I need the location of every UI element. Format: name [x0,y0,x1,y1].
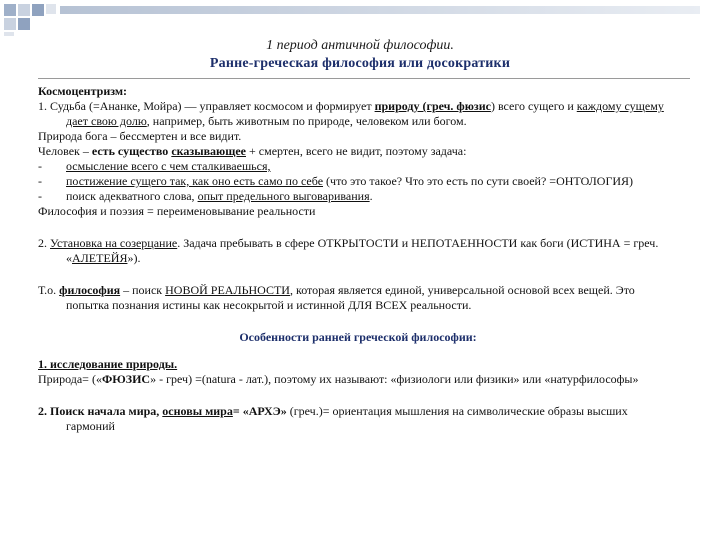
feature-2-text [38,404,678,434]
list-item [38,189,678,204]
slide-body [38,84,678,434]
emphasis: 2. Поиск начала мира, [38,404,163,418]
emphasis: каждому сущему дает свою долю [66,99,664,128]
text: (греч.)= ориентация мышления на символические образы высших гармоний [66,404,628,433]
deco-square [4,18,16,30]
emphasis: философия [59,283,121,297]
features-heading: Особенности ранней греческой философии: [239,330,477,344]
paragraph-fate [38,99,678,129]
slide-title: 1 период античной философии. [266,38,454,53]
section-heading: Космоцентризм: [38,84,128,98]
dash-marker: - [38,189,42,203]
emphasis: есть существо [91,144,172,158]
text: – поиск [120,283,166,297]
spacer [38,387,678,404]
emphasis: опыт предельного выговаривания [197,189,370,203]
paragraph-god-nature: Природа бога – бессмертен и все видит. [38,129,242,143]
emphasis: сказывающее [171,144,246,158]
deco-square [4,4,16,16]
emphasis: НОВОЙ РЕАЛЬНОСТИ [165,283,290,297]
deco-square [4,32,14,36]
feature-1-heading: 1. исследование природы. [38,357,178,371]
text: » - греч) =(natura - лат.), поэтому их называют: «физиологи или физики» или «натурфилософы» [150,372,639,386]
text: ) всего сущего и [490,99,577,113]
emphasis: ФЮЗИС [101,372,151,386]
text: , которая является единой, универсальной основой всех вещей. Это попытка познания истины как несокрытой и истинной ДЛЯ ВСЕХ реальности. [66,283,635,312]
text: , например, быть животным по природе, человеком или богом. [146,114,467,128]
dash-marker: - [38,159,42,173]
paragraph-philosophy-poetry: Философия и поэзия = переименовывание реальности [38,204,316,218]
slide-subtitle: Ранне-греческая философия или досократики [209,56,511,71]
list-item [38,174,678,189]
text: 2. [38,236,50,250]
spacer [38,266,678,283]
text: Т.о. [38,283,60,297]
spacer [38,345,678,357]
emphasis: постижение сущего так, как оно есть само по себе [66,174,324,188]
spacer [38,219,678,236]
deco-square [18,4,30,16]
spacer [38,313,678,330]
text: . [369,189,373,203]
deco-bar [60,6,700,14]
deco-square [32,4,44,16]
text: . Задача пребывать в сфере ОТКРЫТОСТИ и НЕПОТАЕННОСТИ как боги (ИСТИНА = греч. « [66,236,659,265]
decorative-squares [0,0,720,36]
emphasis: природу (греч. фюзис [374,99,491,113]
emphasis: АРХЭ [248,404,281,418]
text: (что это такое? Что это есть по сути своей? =ОНТОЛОГИЯ) [323,174,634,188]
deco-square [46,4,56,14]
text: 1. Судьба (=Ананке, Мойра) — управляет космосом и формирует [38,99,375,113]
emphasis: Установка на созерцание [50,236,178,250]
paragraph-contemplation [38,236,678,266]
text: »). [127,251,141,265]
emphasis: осмысление всего с чем сталкиваешься, [66,159,271,173]
title-divider [38,78,690,79]
list-item [38,159,678,174]
paragraph-human [38,144,678,159]
text: Природа= (« [38,372,102,386]
paragraph-new-reality [38,283,678,313]
emphasis: = « [232,404,249,418]
emphasis: основы мира [162,404,233,418]
emphasis: АЛЕТЕЙЯ [72,251,128,265]
text: Человек – [38,144,92,158]
emphasis: » [280,404,287,418]
feature-1-text [38,372,678,387]
dash-marker: - [38,174,42,188]
text: + смертен, всего не видит, поэтому задача: [246,144,467,158]
deco-square [18,18,30,30]
text: поиск адекватного слова, [66,189,198,203]
